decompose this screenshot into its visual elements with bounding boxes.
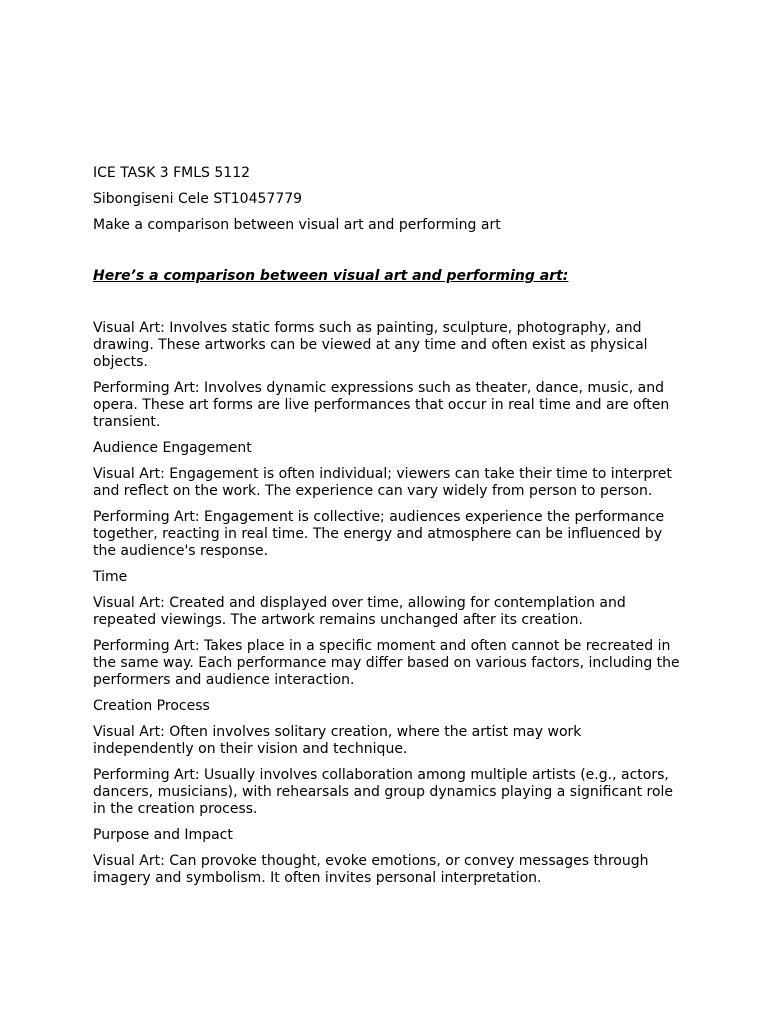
paragraph-visual-art-time: Visual Art: Created and displayed over time, allowing for contemplation and repeated viewings. The artwork remains unchanged after its creation. bbox=[93, 595, 626, 628]
paragraph-performing-art-creation: Performing Art: Usually involves collaboration among multiple artists (e.g., actors, dancers, musicians), with rehearsals and group dynamics playing a significant role in the creation process. bbox=[93, 767, 674, 817]
section-label-time: Time bbox=[93, 569, 128, 585]
document-author: Sibongiseni Cele ST10457779 bbox=[93, 191, 303, 207]
section-label-purpose-impact: Purpose and Impact bbox=[93, 827, 233, 843]
paragraph-performing-art-forms: Performing Art: Involves dynamic expressions such as theater, dance, music, and opera. These art forms are live performances that occur in real time and are often transient. bbox=[93, 380, 670, 430]
section-label-creation-process: Creation Process bbox=[93, 698, 210, 714]
document-prompt: Make a comparison between visual art and performing art bbox=[93, 217, 501, 233]
document-title: ICE TASK 3 FMLS 5112 bbox=[93, 165, 251, 181]
paragraph-visual-art-creation: Visual Art: Often involves solitary creation, where the artist may work independently on their vision and technique. bbox=[93, 724, 582, 757]
comparison-heading: Here’s a comparison between visual art and performing art: bbox=[93, 268, 569, 284]
paragraph-performing-art-engagement: Performing Art: Engagement is collective; audiences experience the performance together, reacting in real time. The energy and atmosphere can be influenced by the audience's response. bbox=[93, 509, 665, 559]
paragraph-visual-art-forms: Visual Art: Involves static forms such as painting, sculpture, photography, and drawing. These artworks can be viewed at any time and often exist as physical objects. bbox=[93, 320, 648, 370]
paragraph-performing-art-time: Performing Art: Takes place in a specific moment and often cannot be recreated in the same way. Each performance may differ based on various factors, including the performers and audience interaction. bbox=[93, 638, 680, 688]
paragraph-visual-art-engagement: Visual Art: Engagement is often individual; viewers can take their time to interpret and reflect on the work. The experience can vary widely from person to person. bbox=[93, 466, 672, 499]
document-page bbox=[93, 165, 683, 896]
paragraph-visual-art-purpose: Visual Art: Can provoke thought, evoke emotions, or convey messages through imagery and symbolism. It often invites personal interpretation. bbox=[93, 853, 649, 886]
section-label-audience-engagement: Audience Engagement bbox=[93, 440, 252, 456]
